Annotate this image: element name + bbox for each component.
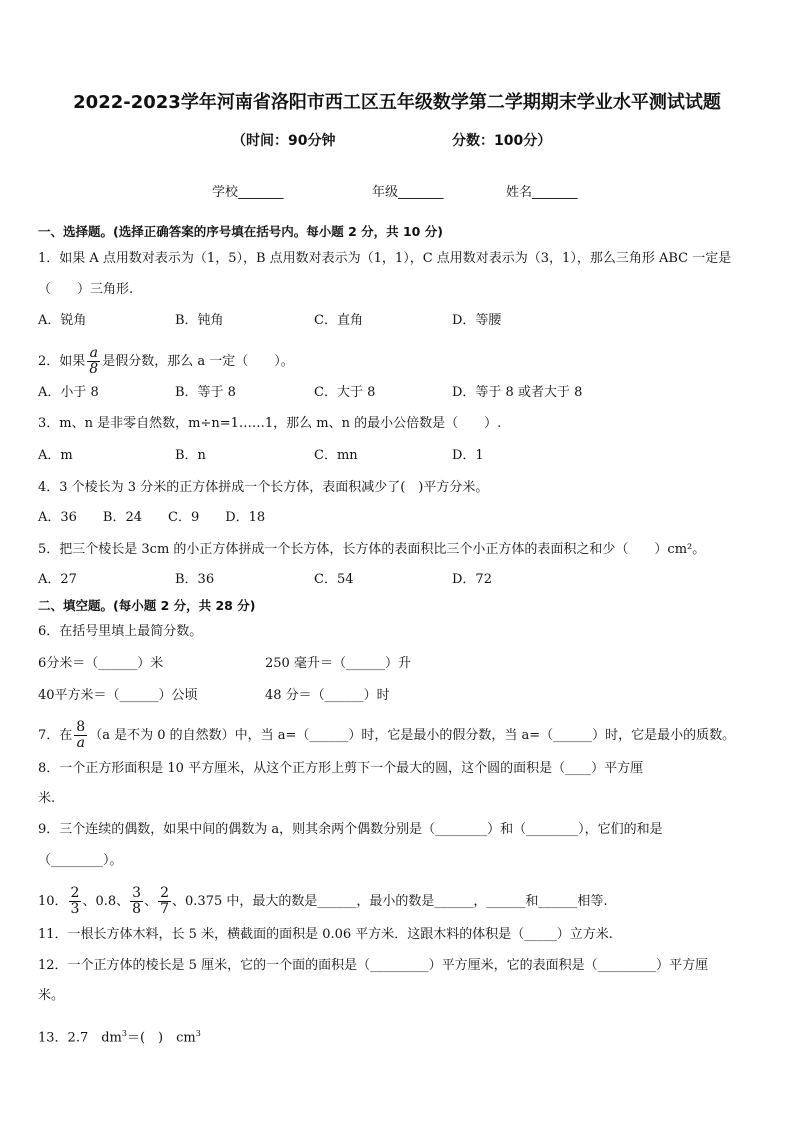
exam-score: 分数：100分） bbox=[452, 133, 552, 149]
q2-fraction bbox=[87, 346, 100, 377]
q7-text bbox=[38, 720, 735, 751]
q3-option-a: A．m bbox=[38, 448, 73, 463]
q2-text bbox=[38, 346, 294, 377]
q3-option-b: B．n bbox=[175, 448, 206, 463]
q5-option-b: B．36 bbox=[175, 572, 215, 587]
q7-fraction-den: a bbox=[76, 735, 85, 751]
grade-field: 年级_______ bbox=[372, 185, 444, 200]
q2-fraction-den: 8 bbox=[89, 361, 99, 377]
q10-suffix: 、0.375 中，最大的数是______，最小的数是______，______和______相等. bbox=[172, 894, 608, 909]
q10-fraction-2-den: 8 bbox=[132, 901, 142, 917]
q2-prefix: 2．如果 bbox=[38, 354, 86, 369]
q6-item-a: 6分米＝（______）米 bbox=[38, 656, 164, 671]
q12-text-cont: 米。 bbox=[38, 988, 65, 1003]
q6-item-d: 48 分＝（______）时 bbox=[265, 688, 390, 703]
q3-text: 3．m、n 是非零自然数，m÷n=1……1，那么 m、n 的最小公倍数是（ ）. bbox=[38, 416, 502, 431]
name-field: 姓名_______ bbox=[506, 185, 578, 200]
q13-text bbox=[38, 1024, 201, 1048]
q10-fraction-3-num: 2 bbox=[160, 885, 170, 901]
q6-text: 6．在括号里填上最简分数。 bbox=[38, 624, 203, 639]
section-1-heading: 一、选择题。(选择正确答案的序号填在括号内。每小题 2 分，共 10 分) bbox=[38, 224, 443, 239]
q2-option-d: D．等于 8 或者大于 8 bbox=[452, 385, 583, 400]
q3-option-c: C．mn bbox=[314, 448, 358, 463]
q8-text-cont: 米. bbox=[38, 791, 56, 806]
q13-superscript-2: 3 bbox=[195, 1029, 201, 1038]
q13-prefix: 13．2.7 dm bbox=[38, 1030, 122, 1046]
q10-fraction-3-den: 7 bbox=[160, 901, 170, 917]
q10-fraction-2 bbox=[130, 886, 143, 917]
section-2-heading: 二、填空题。(每小题 2 分，共 28 分) bbox=[38, 598, 256, 613]
q7-fraction-num: 8 bbox=[76, 719, 86, 735]
q6-item-c: 40平方米＝（______）公顷 bbox=[38, 688, 198, 703]
q9-text-cont: （________）。 bbox=[38, 853, 123, 868]
q8-text: 8．一个正方形面积是 10 平方厘米，从这个正方形上剪下一个最大的圆，这个圆的面积是（____）平方厘 bbox=[38, 761, 644, 776]
exam-time: （时间：90分钟 bbox=[232, 133, 336, 149]
q2-fraction-num: a bbox=[87, 346, 100, 362]
q13-superscript-1: 3 bbox=[121, 1029, 127, 1038]
q4-text: 4．3 个棱长为 3 分米的正方体拼成一个长方体，表面积减少了( )平方分米。 bbox=[38, 480, 489, 495]
q10-fraction-2-num: 3 bbox=[132, 885, 142, 901]
q10-fraction-1-den: 3 bbox=[70, 901, 80, 917]
q1-text-cont: （ ）三角形. bbox=[38, 282, 134, 297]
q7-fraction bbox=[74, 720, 87, 751]
q10-mid-1: 、0.8、 bbox=[82, 894, 130, 909]
q3-option-d: D．1 bbox=[452, 448, 484, 463]
q1-option-d: D．等腰 bbox=[452, 313, 502, 328]
q7-prefix: 7．在 bbox=[38, 728, 73, 743]
q2-option-c: C．大于 8 bbox=[314, 385, 376, 400]
school-field: 学校_______ bbox=[212, 185, 284, 200]
q5-option-a: A．27 bbox=[38, 572, 77, 587]
q9-text: 9．三个连续的偶数，如果中间的偶数为 a，则其余两个偶数分别是（________）和（________），它们的和是 bbox=[38, 822, 663, 837]
page-title: 2022-2023学年河南省洛阳市西工区五年级数学第二学期期末学业水平测试试题 bbox=[73, 92, 721, 113]
q12-text: 12．一个正方体的棱长是 5 厘米，它的一个面的面积是（_________）平方厘米，它的表面积是（_________）平方厘 bbox=[38, 958, 709, 973]
q1-option-b: B．钝角 bbox=[175, 313, 224, 328]
q6-item-b: 250 毫升＝（______）升 bbox=[265, 656, 411, 671]
q2-option-a: A．小于 8 bbox=[38, 385, 99, 400]
q10-fraction-3 bbox=[158, 886, 171, 917]
q2-option-b: B．等于 8 bbox=[175, 385, 236, 400]
q4-options: A．36 B．24 C．9 D．18 bbox=[38, 510, 266, 525]
q7-suffix: （a 是不为 0 的自然数）中，当 a=（______）时，它是最小的假分数，当 a=（______）时，它是最小的质数。 bbox=[89, 728, 736, 743]
q2-suffix: 是假分数，那么 a 一定（ ）。 bbox=[102, 354, 294, 369]
q10-mid-2: 、 bbox=[144, 894, 158, 909]
q5-option-c: C．54 bbox=[314, 572, 354, 587]
q1-option-a: A．锐角 bbox=[38, 313, 87, 328]
q10-fraction-1 bbox=[69, 886, 82, 917]
q10-prefix: 10． bbox=[38, 894, 68, 909]
q1-option-c: C．直角 bbox=[314, 313, 363, 328]
q5-option-d: D．72 bbox=[452, 572, 492, 587]
q13-mid: ＝( ) cm bbox=[126, 1030, 196, 1046]
q10-fraction-1-num: 2 bbox=[70, 885, 80, 901]
q1-text: 1．如果 A 点用数对表示为（1，5），B 点用数对表示为（1，1），C 点用数对表示为（3，1），那么三角形 ABC 一定是 bbox=[38, 251, 732, 266]
q10-text bbox=[38, 886, 608, 917]
q11-text: 11．一根长方体木料，长 5 米，横截面的面积是 0.06 平方米．这跟木料的体积是（_____）立方米. bbox=[38, 927, 613, 942]
q5-text: 5．把三个棱长是 3cm 的小正方体拼成一个长方体，长方体的表面积比三个小正方体的表面积之和少（ ）cm²。 bbox=[38, 542, 706, 557]
